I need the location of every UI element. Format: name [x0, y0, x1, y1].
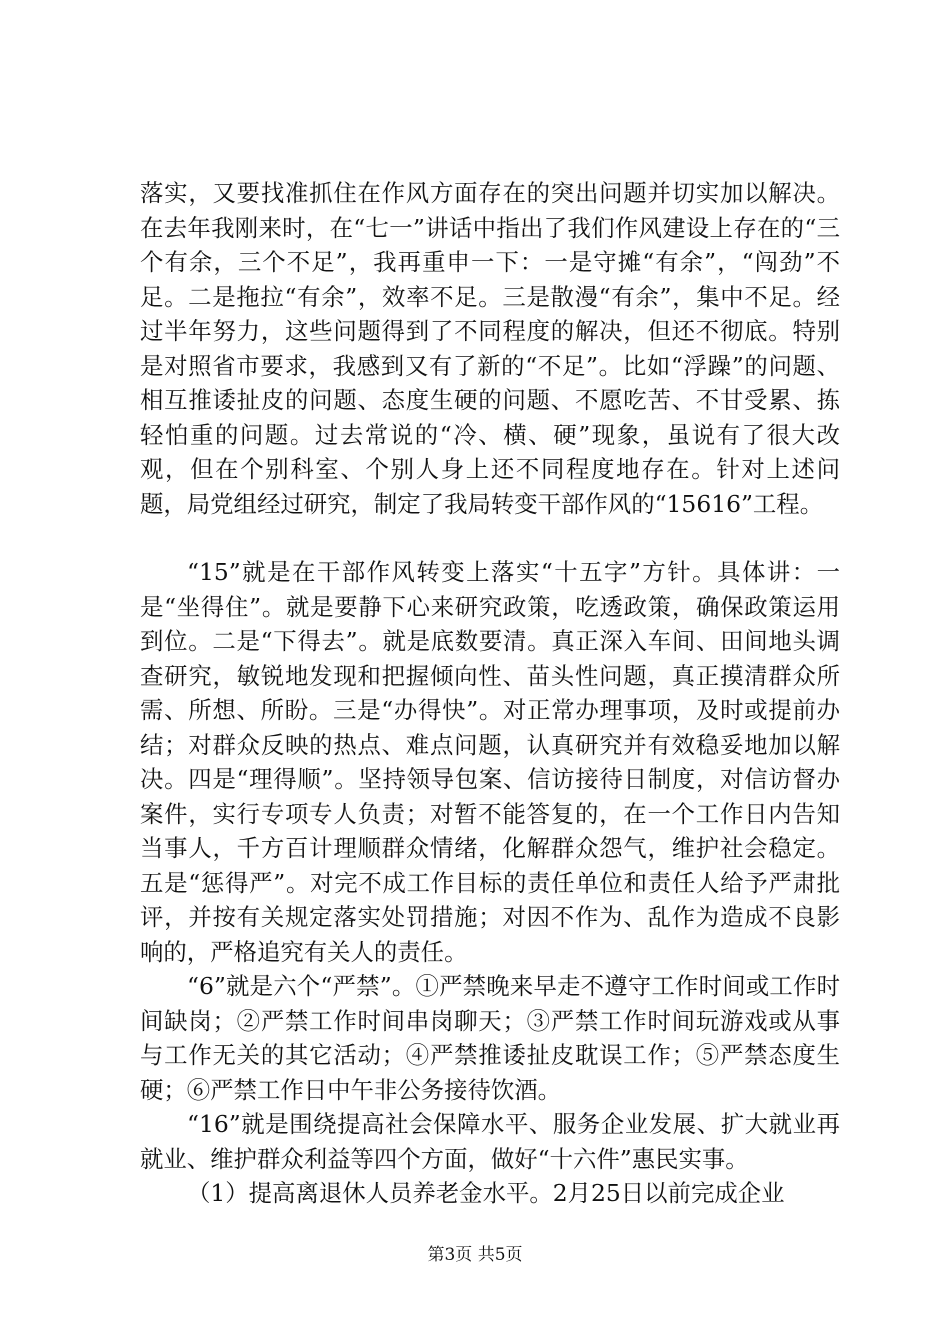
paragraph-spacer	[140, 521, 840, 555]
paragraph-six-prohibitions: “6”就是六个“严禁”。①严禁晚来早走不遵守工作时间或工作时间缺岗；②严禁工作时间串岗聊天；③严禁工作时间玩游戏或从事与工作无关的其它活动；④严禁推诿扯皮耽误工作；⑤严禁态度生硬；⑥严禁工作日中午非公务接待饮酒。	[140, 972, 840, 1104]
paragraph-item-1-pension: （1）提高离退休人员养老金水平。2月25日以前完成企业	[187, 1179, 785, 1207]
paragraph-work-style-problems: 落实，又要找准抓住在作风方面存在的突出问题并切实加以解决。在去年我刚来时，在“七一”讲话中指出了我们作风建设上存在的“三个有余，三个不足”，我再重申一下：一是守摊“有余”，“闯劲”不足。二是拖拉“有余”，效率不足。三是散漫“有余”，集中不足。经过半年努力，这些问题得到了不同程度的解决，但还不彻底。特别是对照省市要求，我感到又有了新的“不足”。比如“浮躁”的问题、相互推诿扯皮的问题、态度生硬的问题、不愿吃苦、不甘受累、拣轻怕重的问题。过去常说的“冷、横、硬”现象，虽说有了很大改观，但在个别科室、个别人身上还不同程度地存在。针对上述问题，局党组经过研究，制定了我局转变干部作风的“15616”工程。	[140, 179, 840, 518]
document-body	[140, 176, 840, 1211]
page-number-footer: 第3页 共5页	[427, 1245, 523, 1265]
paragraph-fifteen-character-policy: “15”就是在干部作风转变上落实“十五字”方针。具体讲：一是“坐得住”。就是要静下心来研究政策，吃透政策，确保政策运用到位。二是“下得去”。就是底数要清。真正深入车间、田间地头调查研究，敏锐地发现和把握倾向性、苗头性问题，真正摸清群众所需、所想、所盼。三是“办得快”。对正常办理事项，及时或提前办结；对群众反映的热点、难点问题，认真研究并有效稳妥地加以解决。四是“理得顺”。坚持领导包案、信访接待日制度，对信访督办案件，实行专项专人负责；对暂不能答复的，在一个工作日内告知当事人，千方百计理顺群众情绪，化解群众怨气，维护社会稳定。五是“惩得严”。对完不成工作目标的责任单位和责任人给予严肃批评，并按有关规定落实处罚措施；对因不作为、乱作为造成不良影响的，严格追究有关人的责任。	[140, 558, 840, 966]
paragraph-sixteen-projects: “16”就是围绕提高社会保障水平、服务企业发展、扩大就业再就业、维护群众利益等四个方面，做好“十六件”惠民实事。	[140, 1110, 840, 1173]
